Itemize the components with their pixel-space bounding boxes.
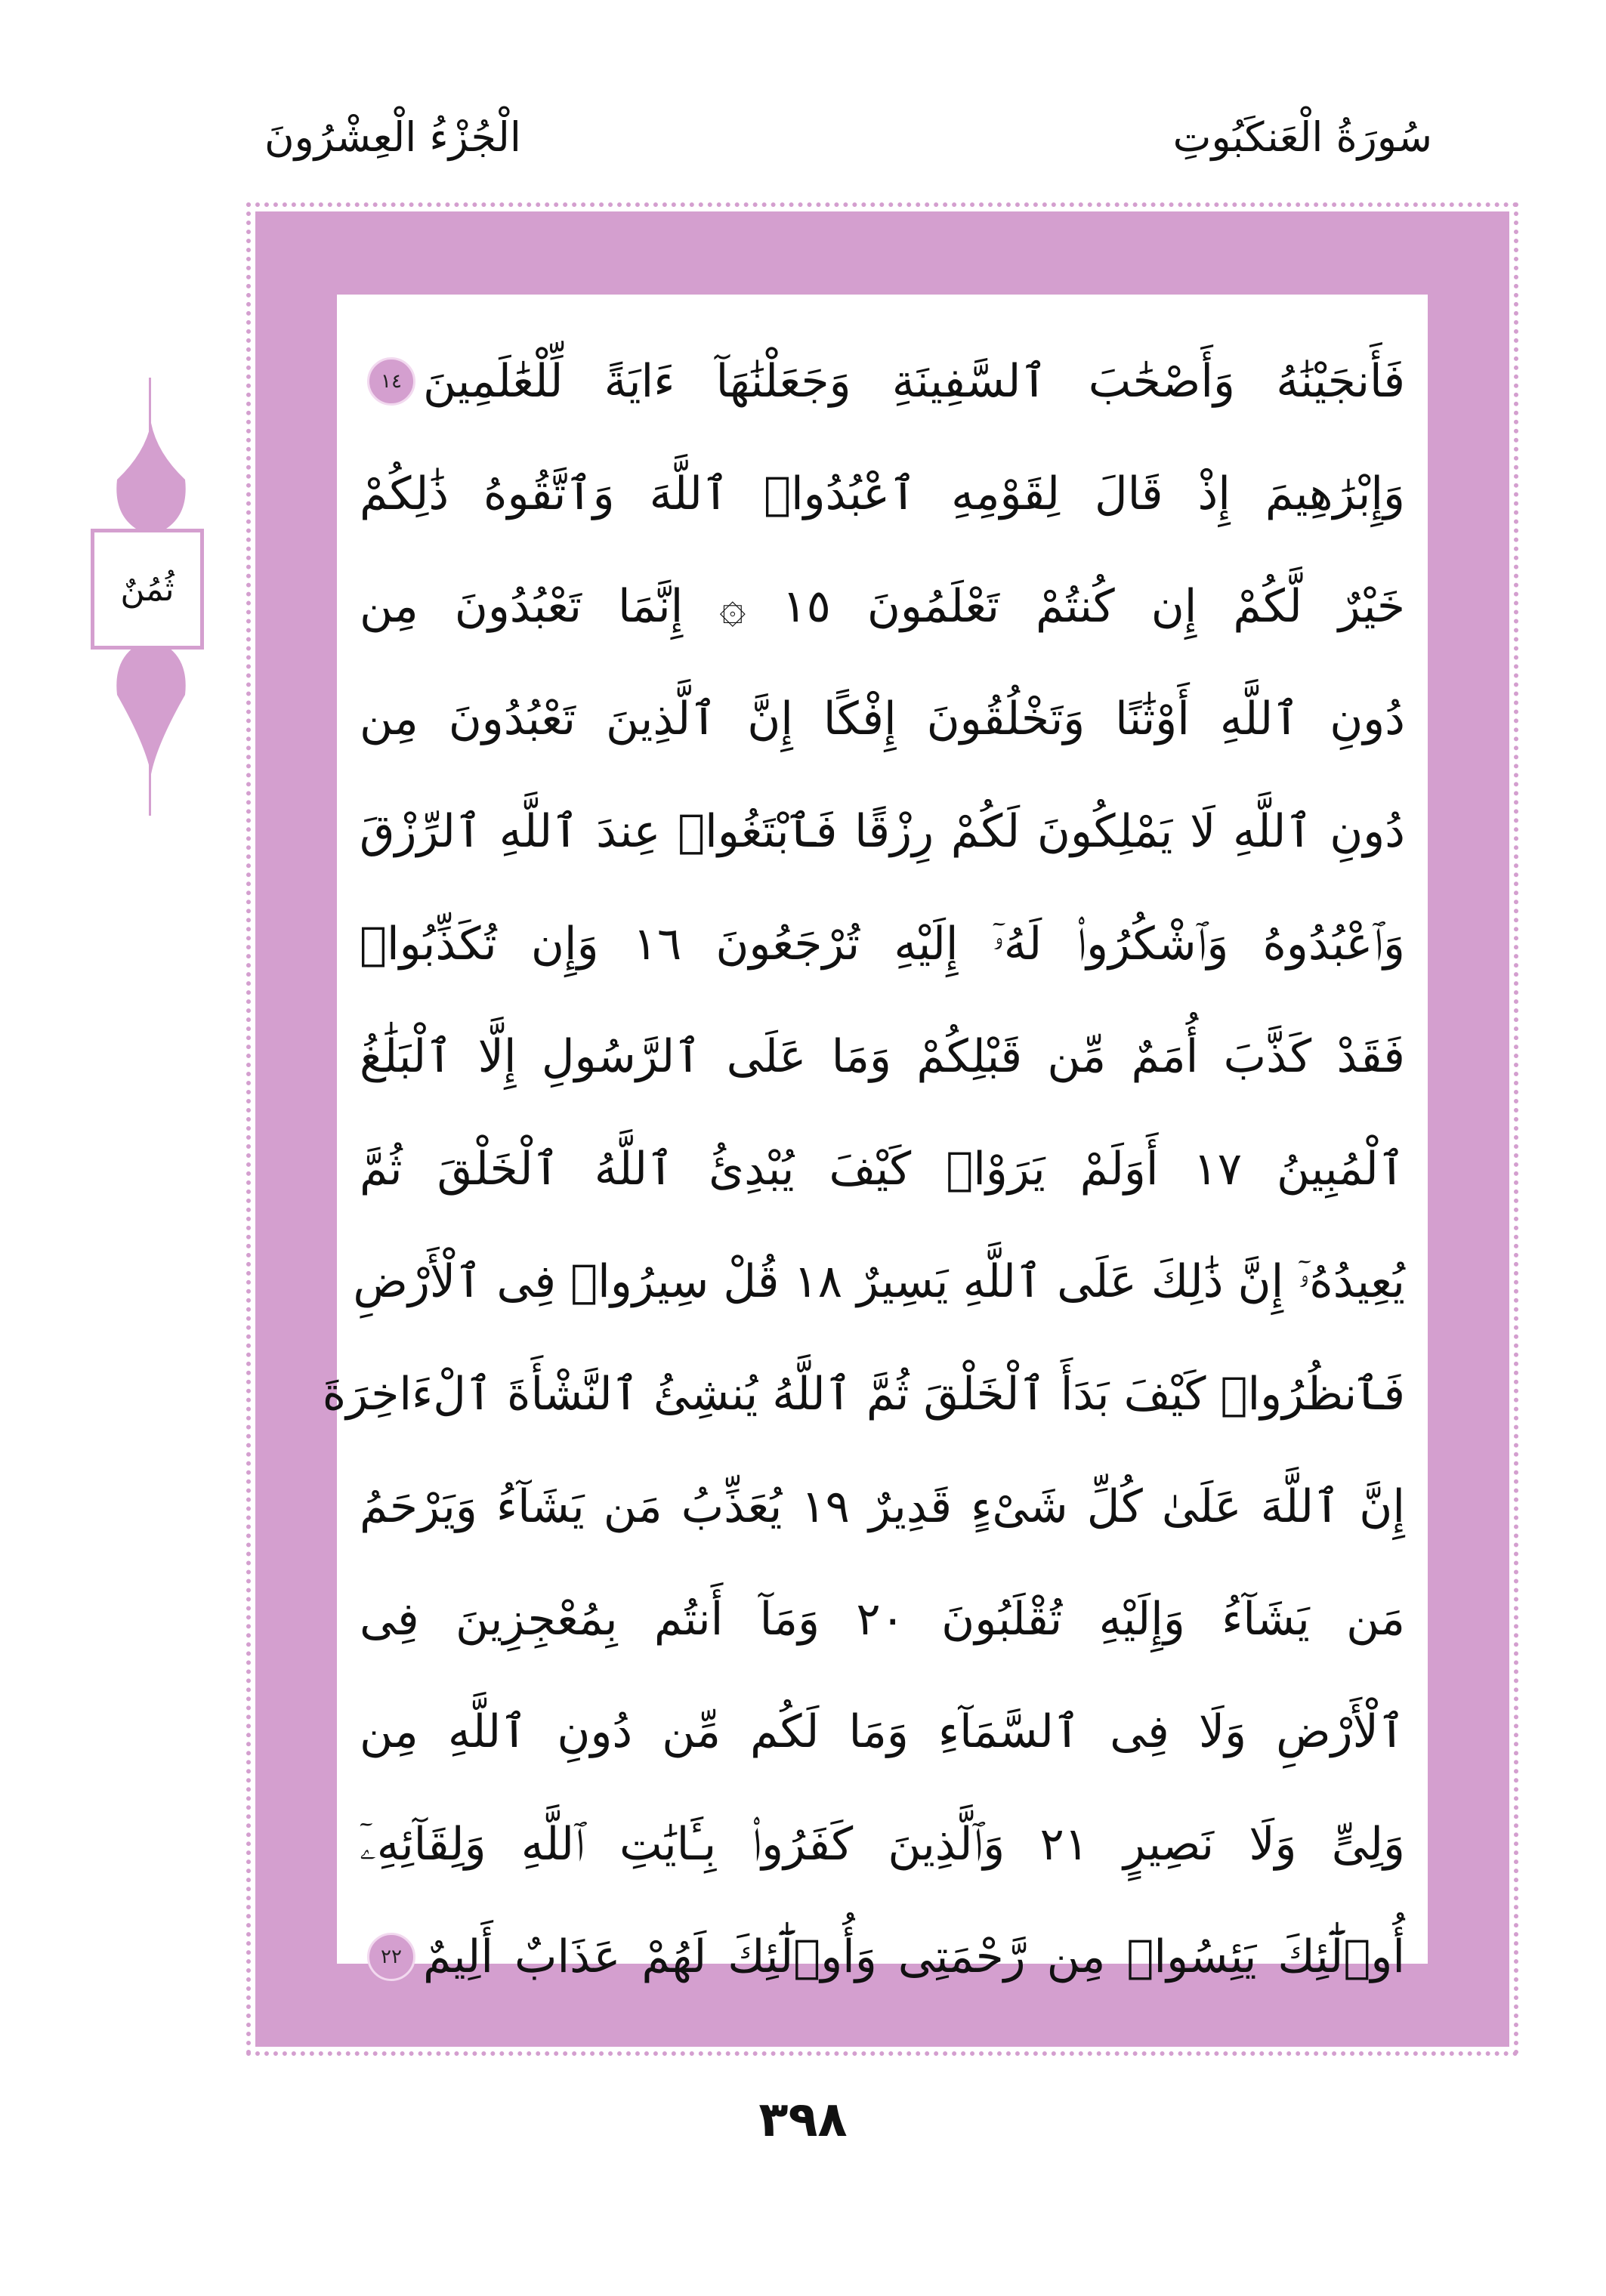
line-text: فَقَدْ كَذَّبَ أُمَمٌ مِّن قَبْلِكُمْ وَمَا عَلَى ٱلرَّسُولِ إِلَّا ٱلْبَلَٰغُ xyxy=(360,1029,1405,1083)
side-marker-box xyxy=(91,529,204,650)
verse-line xyxy=(360,1000,1405,1113)
aya-number-marker: ١٤ xyxy=(367,357,415,406)
verse-line xyxy=(360,1675,1405,1788)
side-marker-drop-icon xyxy=(113,646,189,774)
verse-line xyxy=(360,550,1405,662)
surah-title: سُورَةُ الْعَنكَبُوتِ xyxy=(1172,113,1432,161)
line-text: إِنَّ ٱللَّهَ عَلَىٰ كُلِّ شَىْءٍ قَدِيرٌ ١٩ يُعَذِّبُ مَن يَشَآءُ وَيَرْحَمُ xyxy=(360,1480,1405,1533)
verse-line xyxy=(353,1225,1405,1338)
line-text: أُو۟لَٰٓئِكَ يَئِسُوا۟ مِن رَّحْمَتِى وَأُو۟لَٰٓئِكَ لَهُمْ عَذَابٌ أَلِيمٌ xyxy=(423,1930,1405,1983)
juz-title: الْجُزْءُ الْعِشْرُونَ xyxy=(264,113,521,161)
verse-line xyxy=(360,775,1405,887)
verse-lines xyxy=(322,325,1405,2013)
line-text: خَيْرٌ لَّكُمْ إِن كُنتُمْ تَعْلَمُونَ ١٥ ۞ إِنَّمَا تَعْبُدُونَ مِن xyxy=(360,579,1405,633)
line-text: فَٱنظُرُوا۟ كَيْفَ بَدَأَ ٱلْخَلْقَ ثُمَّ ٱللَّهُ يُنشِئُ ٱلنَّشْأَةَ ٱلْءَاخِرَةَ xyxy=(322,1367,1405,1421)
line-text: يُعِيدُهُۥٓ إِنَّ ذَٰلِكَ عَلَى ٱللَّهِ يَسِيرٌ ١٨ قُلْ سِيرُوا۟ فِى ٱلْأَرْضِ xyxy=(353,1254,1405,1308)
verse-line xyxy=(360,1450,1405,1563)
verse-line xyxy=(322,1338,1405,1450)
line-text: دُونِ ٱللَّهِ لَا يَمْلِكُونَ لَكُمْ رِزْقًا فَٱبْتَغُوا۟ عِندَ ٱللَّهِ ٱلرِّزْقَ xyxy=(360,804,1405,858)
line-text: فَأَنجَيْنَٰهُ وَأَصْحَٰبَ ٱلسَّفِينَةِ وَجَعَلْنَٰهَآ ءَايَةً لِّلْعَٰلَمِينَ xyxy=(423,354,1405,408)
verse-line xyxy=(360,887,1405,1000)
aya-number-marker: ٢٢ xyxy=(367,1933,415,1981)
line-text: وَإِبْرَٰهِيمَ إِذْ قَالَ لِقَوْمِهِ ٱعْبُدُوا۟ ٱللَّهَ وَٱتَّقُوهُ ذَٰلِكُمْ xyxy=(360,467,1405,520)
verse-line xyxy=(360,1788,1405,1900)
verse-line xyxy=(360,437,1405,550)
verse-line xyxy=(360,1900,1405,2013)
verse-line xyxy=(360,1113,1405,1225)
line-text: دُونِ ٱللَّهِ أَوْثَٰنًا وَتَخْلُقُونَ إِفْكًا إِنَّ ٱلَّذِينَ تَعْبُدُونَ مِن xyxy=(360,692,1405,745)
line-text: وَٱعْبُدُوهُ وَٱشْكُرُوا۟ لَهُۥٓ إِلَيْهِ تُرْجَعُونَ ١٦ وَإِن تُكَذِّبُوا۟ xyxy=(360,917,1405,971)
verse-line xyxy=(360,662,1405,775)
line-text: مَن يَشَآءُ وَإِلَيْهِ تُقْلَبُونَ ٢٠ وَمَآ أَنتُم بِمُعْجِزِينَ فِى xyxy=(360,1592,1405,1646)
page-number: ٣٩٨ xyxy=(758,2092,848,2148)
side-marker-label: ثُمُنٌ xyxy=(120,569,174,609)
line-text: وَلِىٍّ وَلَا نَصِيرٍ ٢١ وَٱلَّذِينَ كَفَرُوا۟ بِـَٔايَٰتِ ٱللَّهِ وَلِقَآئِهِۦٓ xyxy=(360,1817,1405,1871)
text-panel xyxy=(322,295,1428,1983)
verse-line xyxy=(360,1563,1405,1675)
line-text: ٱلْأَرْضِ وَلَا فِى ٱلسَّمَآءِ وَمَا لَكُم مِّن دُونِ ٱللَّهِ مِن xyxy=(360,1705,1405,1758)
verse-line xyxy=(360,325,1405,437)
line-text: ٱلْمُبِينُ ١٧ أَوَلَمْ يَرَوْا۟ كَيْفَ يُبْدِئُ ٱللَّهُ ٱلْخَلْقَ ثُمَّ xyxy=(360,1142,1405,1196)
